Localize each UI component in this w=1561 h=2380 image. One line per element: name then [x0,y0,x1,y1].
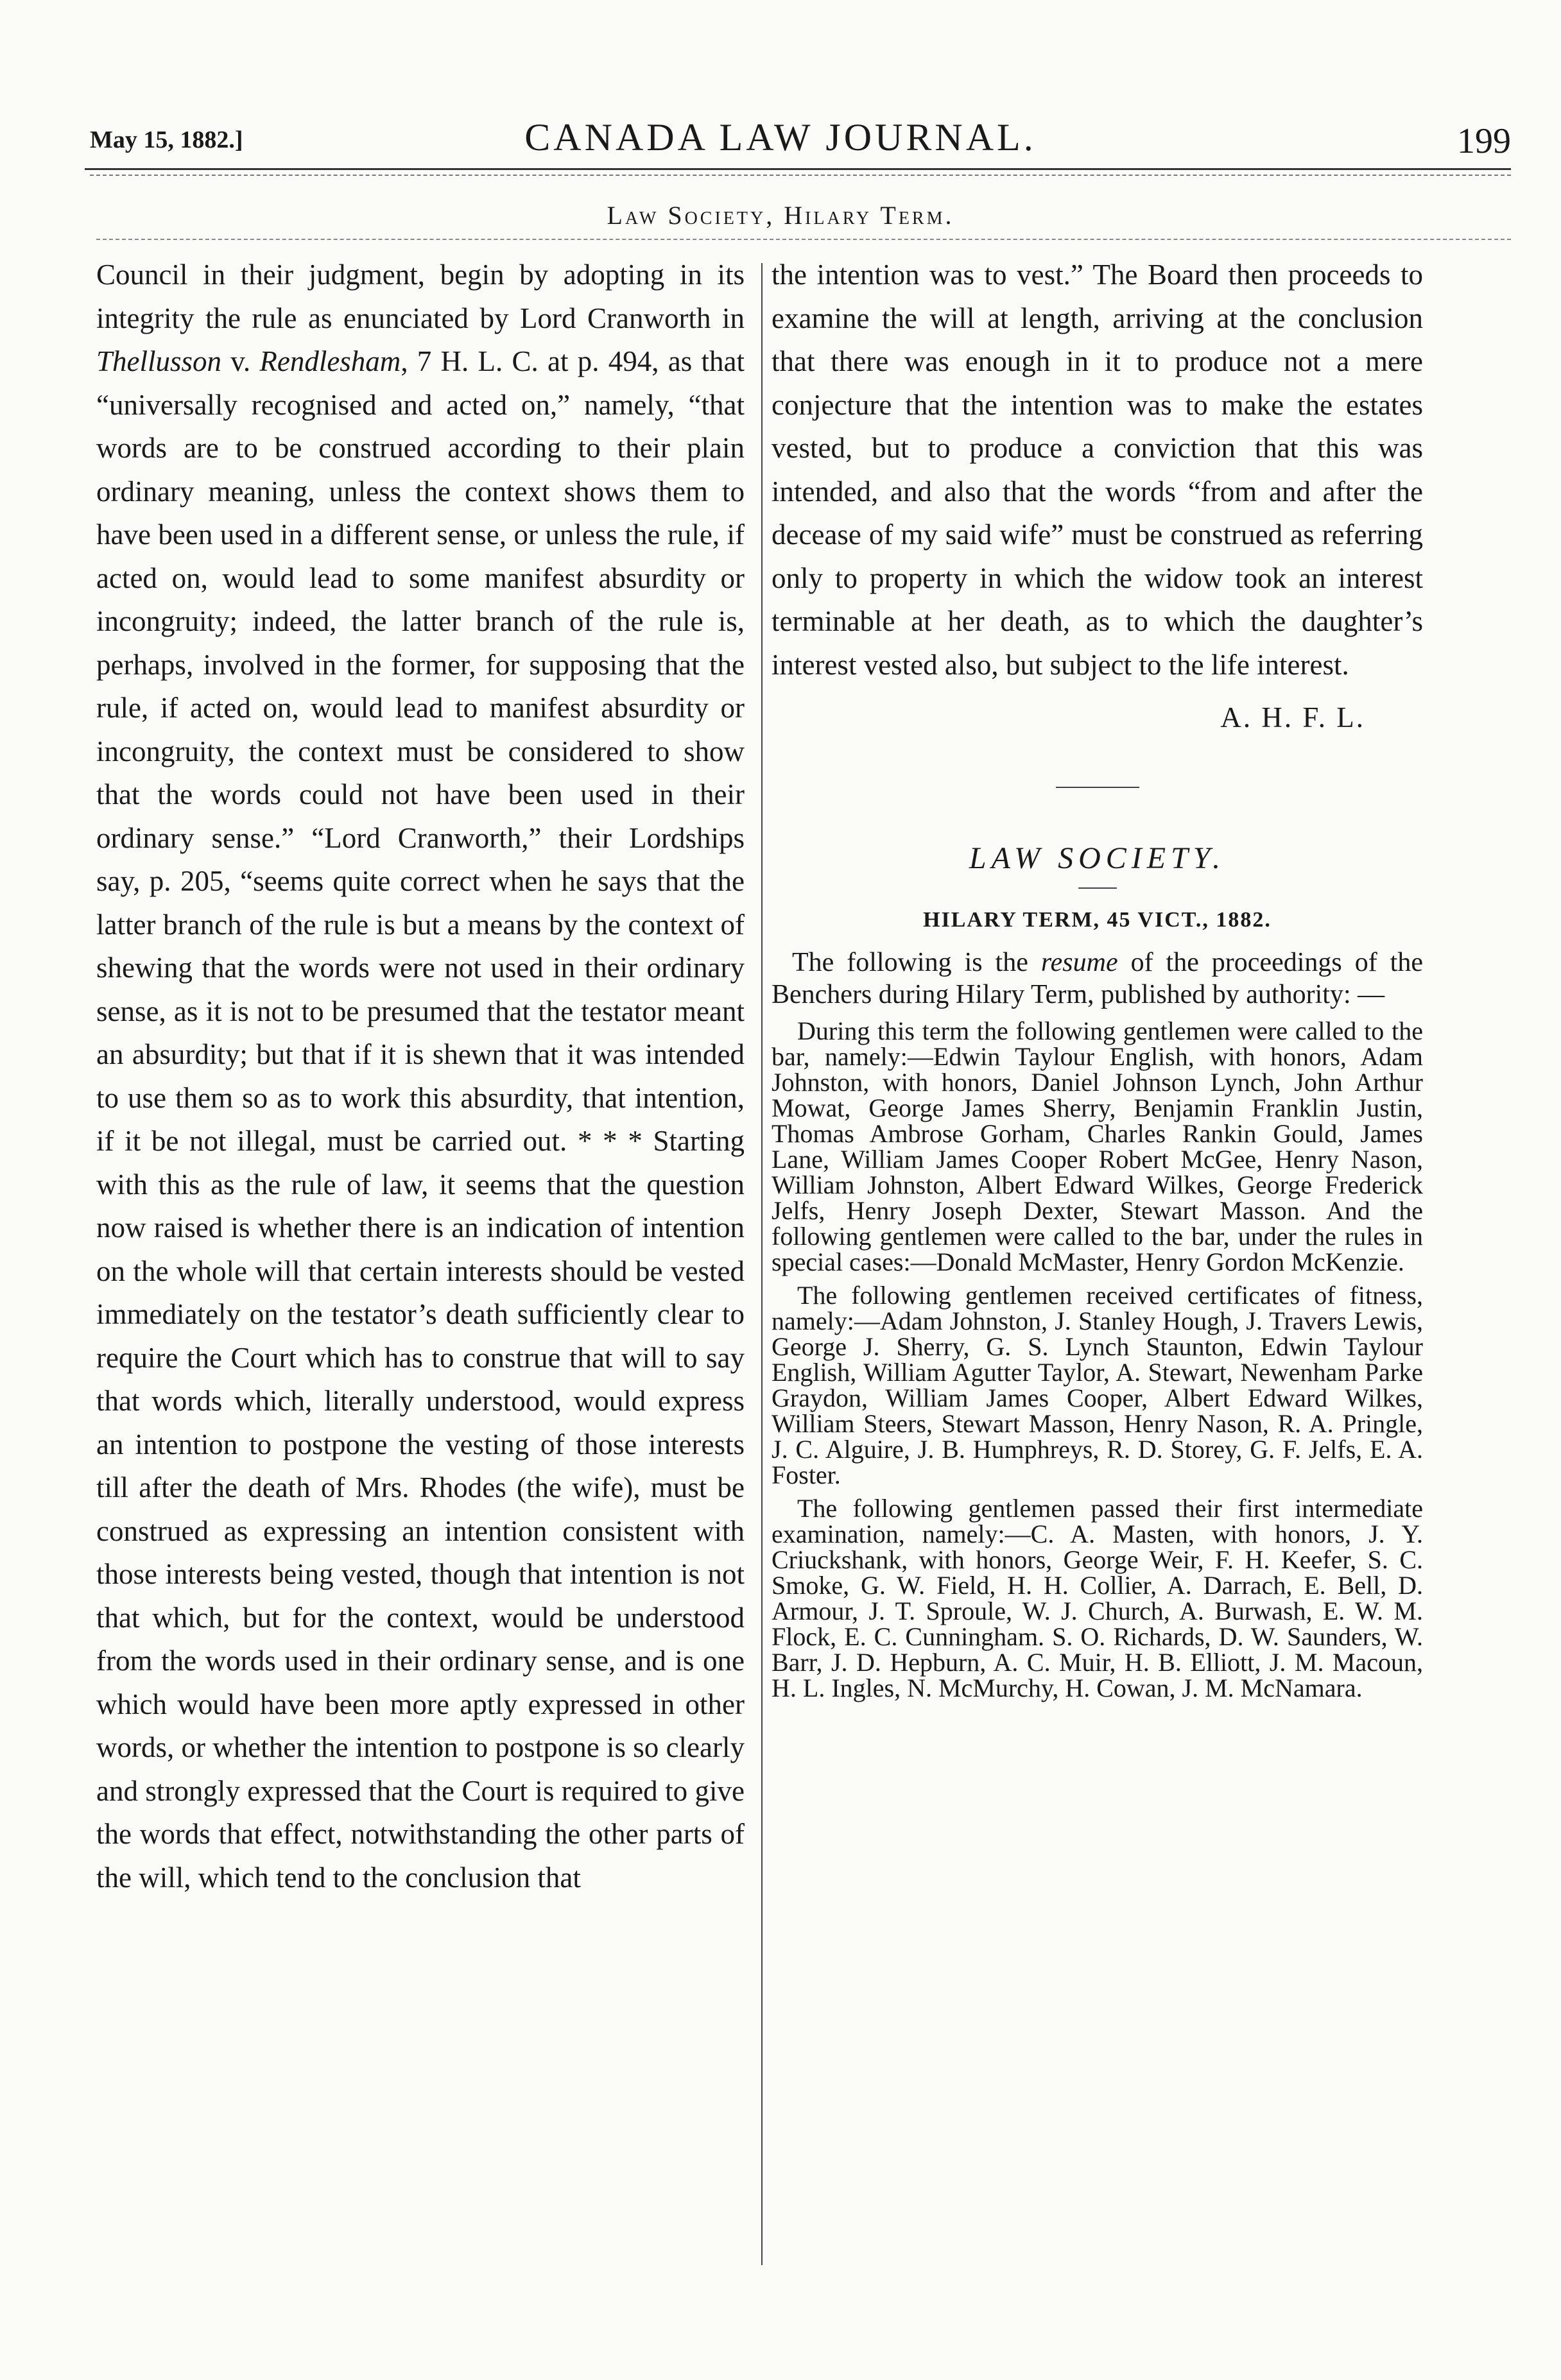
title-underline [1078,887,1117,889]
running-head-rule [96,239,1511,240]
right-column [772,253,1423,1701]
certificates-paragraph: The following gentlemen received certificates of fitness, namely:—Adam Johnston, J. Stanley Hough, J. Travers Lewis, George J. Sherry, G. S. Lynch Staunton, Edwin Taylour English, William Agutter Taylor, A. Stewart, Newenham Parke Graydon, William James Cooper, Albert Edward Wilkes, William Steers, Stewart Masson, Henry Nason, R. A. Pringle, J. C. Alguire, J. B. Humphreys, R. D. Storey, G. F. Jelfs, E. A. Foster. [772,1281,1423,1489]
section-title: LAW SOCIETY. [969,841,1226,875]
case-name-italic: Thellusson [96,345,222,377]
resume-italic: resume [1040,948,1118,977]
header-rule [85,168,1511,170]
header-rule-dashed [90,175,1511,176]
text-run: The following is the [792,948,1041,977]
text-run: of the proceedings of the Benchers during Hilary Term, published by authority: — [772,948,1423,1009]
text-run: , 7 H. L. C. at p. 494, as that “universally recognised and acted on,” namely, “that words are to be construed according to their plain ordinary meaning, unless the context shows them to have been used in a different sense, or unless the rule, if acted on, would lead to some manifest absurdity or incongruity; indeed, the latter branch of the rule is, perhaps, involved in the former, for supposing that the rule, if acted on, would lead to manifest absurdity or incongruity, the context must be considered to show that the words could not have been used in their ordinary sense.” “Lord Cranworth,” their Lordships say, p. 205, “seems quite correct when he says that the latter branch of the rule is but a means by the context of shewing that the words were not used in their ordinary sense, as it is not to be presumed that the testator meant an absurdity; but that if it is shewn that it was intended to use them so as to work this absurdity, that intention, if it be not illegal, must be carried out. * * * Starting with this as the rule of law, it seems that the question now raised is whether there is an indication of intention on the whole will that certain interests should be vested immediately on the testator’s death sufficiently clear to require the Court which has to construe that will to say that words which, literally understood, would express an intention to postpone the vesting of those interests till after the death of Mrs. Rhodes (the wife), must be construed as expressing an intention consistent with those interests being vested, though that intention is not that which, but for the context, would be understood from the words used in their ordinary sense, and is one which would have been more aptly expressed in other words, or whether the intention to postpone is so clearly and strongly expressed that the Court is required to give the words that effect, notwithstanding the other parts of the will, which tend to the conclusion that [96,345,745,1894]
running-head: Law Society, Hilary Term. [607,201,954,230]
left-column-paragraph [96,253,745,1899]
called-to-bar-paragraph: During this term the following gentlemen were called to the bar, namely:—Edwin Taylour English, with honors, Adam Johnston, with honors, Daniel Johnson Lynch, John Arthur Mowat, George James Sherry, Benjamin Franklin Justin, Thomas Ambrose Gorham, Charles Rankin Gould, James Lane, William James Cooper Robert McGee, Henry Nason, William Johnston, Albert Edward Wilkes, George Frederick Jelfs, Henry Joseph Dexter, Stewart Masson. And the following gentlemen were called to the bar, under the rules in special cases:—Donald McMaster, Henry Gordon McKenzie. [772,1016,1423,1276]
author-signature: A. H. F. L. [1220,701,1365,733]
examination-paragraph: The following gentlemen passed their first intermediate examination, namely:—C. A. Masten, with honors, J. Y. Criuckshank, with honors, George Weir, F. H. Keefer, S. C. Smoke, G. W. Field, H. H. Collier, A. Darrach, E. Bell, D. Armour, J. T. Sproule, W. J. Church, A. Burwash, E. W. M. Flock, E. C. Cunningham. S. O. Richards, D. W. Saunders, W. Barr, J. D. Hepburn, A. C. Muir, H. B. Elliott, J. M. Macoun, H. L. Ingles, N. McMurchy, H. Cowan, J. M. McNamara. [772,1494,1423,1702]
section-subtitle: HILARY TERM, 45 VICT., 1882. [923,908,1272,932]
section-separator [1056,787,1139,788]
journal-title: CANADA LAW JOURNAL. [524,116,1037,158]
case-name-italic: Rendlesham [259,345,401,377]
intro-paragraph [772,946,1423,1011]
column-divider [761,263,763,2265]
issue-date: May 15, 1882.] [90,126,243,153]
text-run: v. [221,345,260,377]
text-run: Council in their judgment, begin by adopting in its integrity the rule as enunciated by Lord Cranworth in [96,259,745,334]
page-number: 199 [1457,121,1511,161]
continued-paragraph: the intention was to vest.” The Board then proceeds to examine the will at length, arriving at the conclusion that there was enough in it to produce not a mere conjecture that the intention was to make the estates vested, but to produce a conviction that this was intended, and also that the words “from and after the decease of my said wife” must be construed as referring only to property in which the widow took an interest terminable at her death, as to which the daughter’s interest vested also, but subject to the life interest. [772,259,1423,681]
left-column [96,253,745,1899]
